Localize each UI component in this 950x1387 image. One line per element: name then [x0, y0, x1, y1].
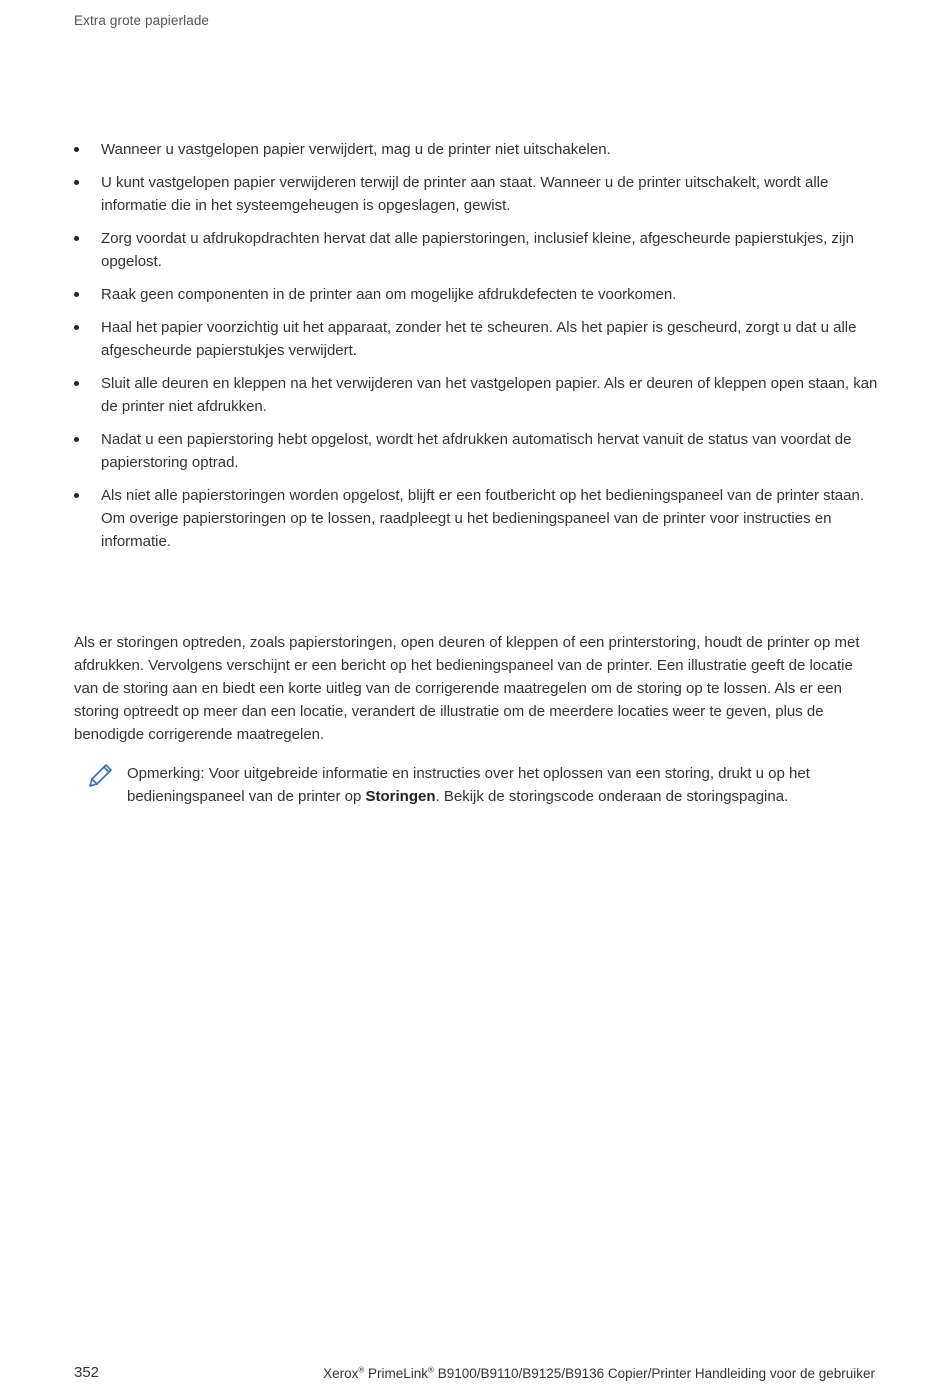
- registered-mark: ®: [358, 1365, 365, 1375]
- bullet-text: Wanneer u vastgelopen papier verwijdert, mag u de printer niet uitschakelen.: [101, 141, 611, 158]
- body-paragraph: Als er storingen optreden, zoals papierstoringen, open deuren of kleppen of een printerstoring, houdt de printer op met afdrukken. Vervolgens verschijnt er een bericht op het bedieningspaneel van de printer. Een illustratie geeft de locatie van de storing aan en biedt een korte uitleg van de corrigerende maatregelen om de storing op te lossen. Als er een storing optreedt op meer dan een locatie, verandert de illustratie om de meerdere locaties weer te geven, plus de benodigde corrigerende maatregelen.: [74, 634, 860, 743]
- bullet-dot-icon: [74, 493, 79, 498]
- bullet-item: [74, 171, 878, 217]
- bullet-item: [74, 138, 878, 161]
- bullet-item: [74, 428, 878, 474]
- bullet-dot-icon: [74, 180, 79, 185]
- bullet-text: Als niet alle papierstoringen worden opgelost, blijft er een foutbericht op het bedieningspaneel van de printer staan. Om overige papierstoringen op te lossen, raadpleegt u het bedieningspaneel van de printer voor instructies en informatie.: [101, 487, 865, 550]
- footer-product: PrimeLink: [364, 1366, 429, 1381]
- note-block: [86, 762, 876, 808]
- note-text-start: Opmerking: Voor uitgebreide informatie en instructies over het oplossen van een storing, drukt u op het bedieningspaneel van de printer op: [127, 765, 810, 805]
- bullet-text: Nadat u een papierstoring hebt opgelost, wordt het afdrukken automatisch hervat vanuit de status van voordat de papierstoring optrad.: [101, 431, 852, 471]
- bullet-dot-icon: [74, 437, 79, 442]
- note-text-end: . Bekijk de storingscode onderaan de storingspagina.: [435, 788, 789, 805]
- footer-brand: Xerox: [323, 1366, 359, 1381]
- bullet-dot-icon: [74, 147, 79, 152]
- running-header: Extra grote papierlade: [74, 13, 210, 28]
- note-text: [127, 762, 876, 808]
- guideline-bullet-list: [74, 138, 878, 563]
- bullet-text: Raak geen componenten in de printer aan om mogelijke afdrukdefecten te voorkomen.: [101, 286, 677, 303]
- footer-title-text: B9100/B9110/B9125/B9136 Copier/Printer Handleiding voor de gebruiker: [433, 1366, 875, 1381]
- bullet-text: U kunt vastgelopen papier verwijderen terwijl de printer aan staat. Wanneer u de printer uitschakelt, wordt alle informatie die in het systeemgeheugen is opgeslagen, gewist.: [101, 174, 829, 214]
- bullet-item: [74, 484, 878, 553]
- bullet-item: [74, 316, 878, 362]
- bullet-text: Haal het papier voorzichtig uit het apparaat, zonder het te scheuren. Als het papier is gescheurd, zorgt u dat u alle afgescheurde papierstukjes verwijdert.: [101, 319, 857, 359]
- bullet-item: [74, 372, 878, 418]
- bullet-dot-icon: [74, 325, 79, 330]
- bullet-item: [74, 283, 878, 306]
- bullet-dot-icon: [74, 292, 79, 297]
- footer-title: [323, 1366, 875, 1381]
- bullet-text: Sluit alle deuren en kleppen na het verwijderen van het vastgelopen papier. Als er deuren of kleppen open staan, kan de printer niet afdrukken.: [101, 375, 878, 415]
- bullet-item: [74, 227, 878, 273]
- registered-mark: ®: [428, 1365, 434, 1375]
- pencil-icon: [86, 762, 114, 790]
- note-emphasis: Storingen: [365, 788, 436, 805]
- bullet-text: Zorg voordat u afdrukopdrachten hervat dat alle papierstoringen, inclusief kleine, afgescheurde papierstukjes, zijn opgelost.: [101, 230, 854, 270]
- page-number: 352: [74, 1364, 100, 1381]
- bullet-dot-icon: [74, 236, 79, 241]
- bullet-dot-icon: [74, 381, 79, 386]
